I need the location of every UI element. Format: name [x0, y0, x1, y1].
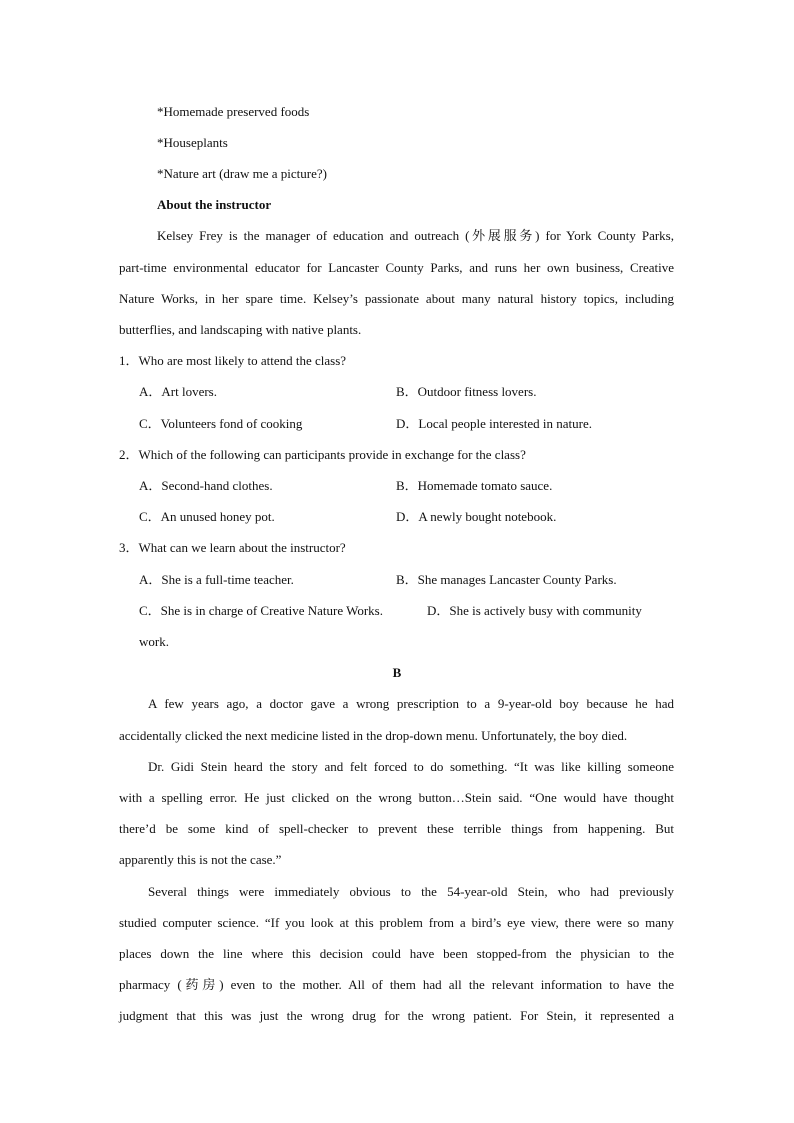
question-stem: 1．Who are most likely to attend the class? — [119, 353, 347, 368]
section-title: B — [392, 665, 402, 680]
answer-option: C．Volunteers fond of cooking — [139, 416, 303, 431]
paragraph-line: pharmacy (药房) even to the mother. All of them had all the relevant information to have the — [119, 977, 674, 992]
paragraph-line: with a spelling error. He just clicked on the wrong button…Stein said. “One would have thought — [119, 790, 674, 805]
answer-option: B．Homemade tomato sauce. — [396, 478, 553, 493]
paragraph-line: accidentally clicked the next medicine listed in the drop-down menu. Unfortunately, the boy died. — [119, 728, 628, 743]
paragraph-line: Several things were immediately obvious to the 54-year-old Stein, who had previously — [148, 884, 674, 899]
paragraph-line: part-time environmental educator for Lancaster County Parks, and runs her own business, Creative — [119, 260, 674, 275]
paragraph-line: there’d be some kind of spell-checker to prevent these terrible things from happening. But — [119, 821, 674, 836]
answer-option: B．She manages Lancaster County Parks. — [396, 572, 617, 587]
paragraph-line: Dr. Gidi Stein heard the story and felt forced to do something. “It was like killing someone — [148, 759, 674, 774]
paragraph-line: places down the line where this decision could have been stopped-from the physician to the — [119, 946, 674, 961]
answer-option: A．Art lovers. — [139, 384, 217, 399]
list-item: *Homemade preserved foods — [157, 104, 310, 119]
answer-option: D．A newly bought notebook. — [396, 509, 557, 524]
answer-option: C．She is in charge of Creative Nature Works. — [139, 603, 383, 618]
question-stem: 3．What can we learn about the instructor? — [119, 540, 346, 555]
question-stem: 2．Which of the following can participants provide in exchange for the class? — [119, 447, 526, 462]
paragraph-line: Nature Works, in her spare time. Kelsey’s passionate about many natural history topics, including — [119, 291, 674, 306]
answer-option: C．An unused honey pot. — [139, 509, 275, 524]
paragraph-line: butterflies, and landscaping with native plants. — [119, 322, 362, 337]
answer-option: D．Local people interested in nature. — [396, 416, 593, 431]
paragraph-line: studied computer science. “If you look at this problem from a bird’s eye view, there were so many — [119, 915, 674, 930]
answer-option: A．Second-hand clothes. — [139, 478, 273, 493]
paragraph-line: Kelsey Frey is the manager of education and outreach (外展服务) for York County Parks, — [157, 228, 674, 243]
section-heading: About the instructor — [157, 197, 272, 212]
paragraph-line: A few years ago, a doctor gave a wrong prescription to a 9-year-old boy because he had — [148, 696, 674, 711]
list-item: *Houseplants — [157, 135, 228, 150]
list-item: *Nature art (draw me a picture?) — [157, 166, 327, 181]
answer-option: D．She is actively busy with community — [427, 603, 642, 618]
answer-option: A．She is a full-time teacher. — [139, 572, 294, 587]
paragraph-line: apparently this is not the case.” — [119, 852, 282, 867]
paragraph-line: judgment that this was just the wrong drug for the wrong patient. For Stein, it represented a — [119, 1008, 674, 1023]
answer-option-wrap: work. — [139, 634, 169, 649]
answer-option: B．Outdoor fitness lovers. — [396, 384, 537, 399]
